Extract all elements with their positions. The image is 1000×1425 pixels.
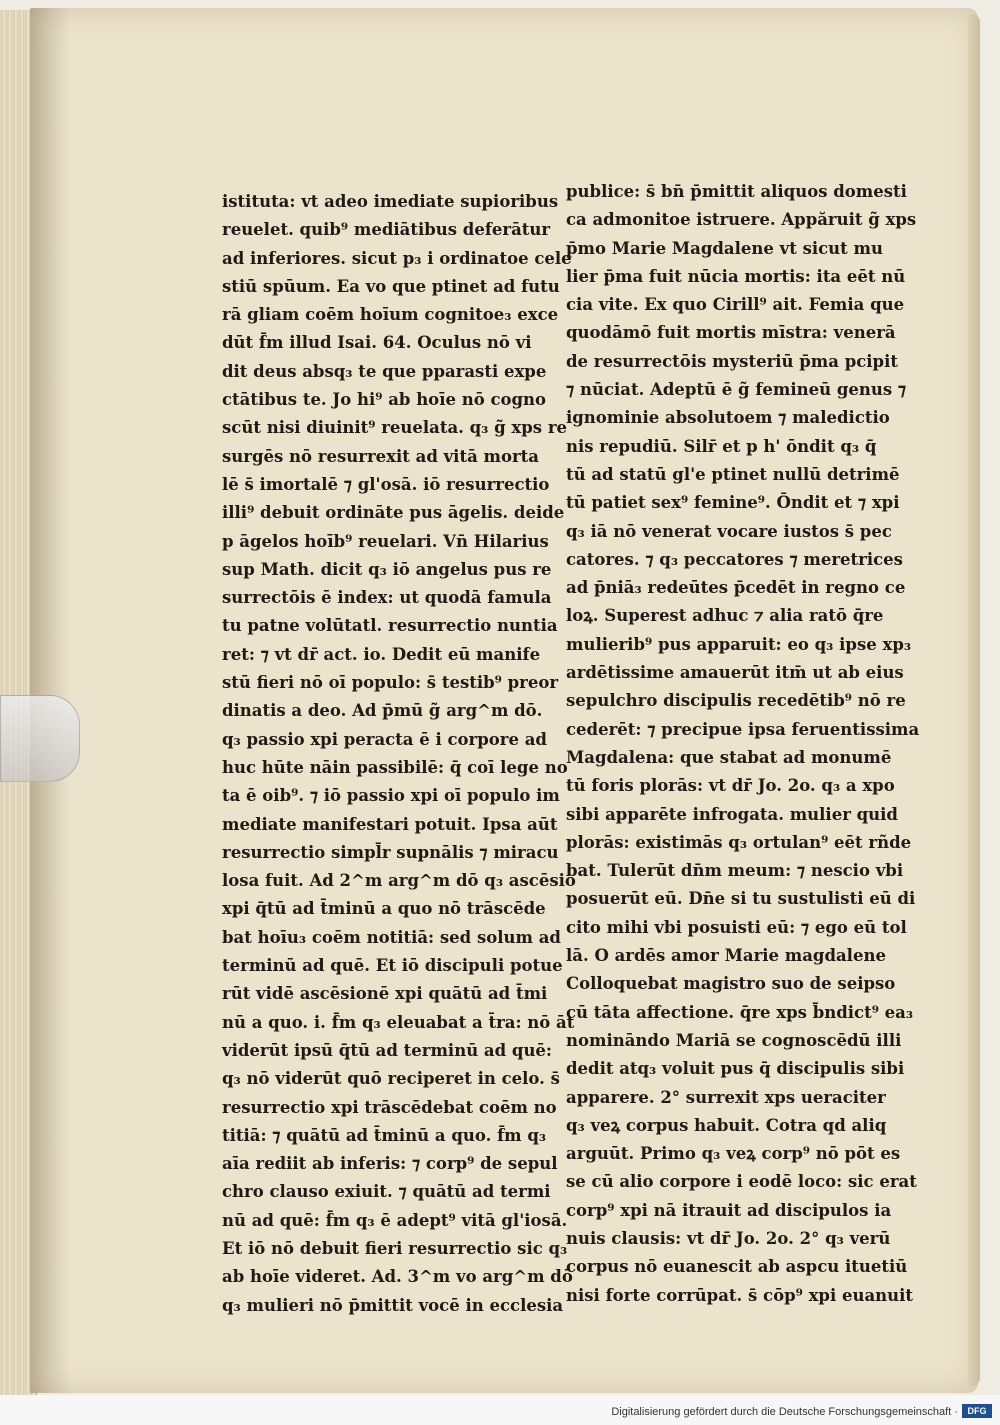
- text-line: plorās: existimās q₃ ortulan⁹ eēt rñde: [566, 832, 912, 852]
- text-line: Magdalena: que stabat ad monumē: [566, 747, 892, 767]
- text-line: nū ad quē: f̄m q₃ ē adept⁹ vitā gl'iosā.: [222, 1210, 568, 1230]
- text-line: tū ad statū gl'e ptinet nullū detrimē: [566, 464, 900, 484]
- text-line: lā. O ardēs amor Marie magdalene: [566, 946, 886, 966]
- text-line: aīa rediit ab inferis: ⁊ corp⁹ de sepul: [222, 1154, 558, 1174]
- text-line: corp⁹ xpi nā itrauit ad discipulos ia: [566, 1200, 892, 1220]
- text-line: losa fuit. Ad 2^m arg^m dō q₃ ascēsio: [222, 871, 576, 891]
- text-line: stiū spūum. Ea vo que ptinet ad futu: [222, 276, 560, 296]
- text-line: ad p̄niā₃ redeūtes p̄cedēt in regno ce: [566, 578, 906, 598]
- text-line: dūt f̄m illud Isai. 64. Oculus nō vi: [222, 333, 532, 353]
- text-line: q₃ veꝝ corpus habuit. Cotra qd aliq: [566, 1115, 887, 1135]
- text-line: posuerūt eū. Dn̄e si tu sustulisti eū di: [566, 889, 916, 909]
- text-line: corpus nō euanescit ab aspcu ituetiū: [566, 1257, 908, 1277]
- text-line: dit deus absq₃ te que pparasti expe: [222, 361, 547, 381]
- text-line: de resurrectōis mysteriū p̄ma pcipit: [566, 351, 898, 371]
- text-line: viderūt ipsū q̄tū ad terminū ad quē:: [222, 1040, 553, 1060]
- text-line: reuelet. quib⁹ mediātibus deferātur: [222, 220, 551, 240]
- text-line: quodāmō fuit mortis mīstra: venerā: [566, 323, 896, 343]
- text-line: rā gliam coēm hoīum cognitoe₃ exce: [222, 305, 559, 325]
- text-line: q₃ passio xpi peracta ē i corpore ad: [222, 729, 547, 749]
- text-line: nū a quo. i. f̄m q₃ eleuabat a t̄ra: nō āt: [222, 1012, 575, 1032]
- text-line: resurrectio xpi trāscēdebat coēm no: [222, 1097, 557, 1117]
- text-line: mulierib⁹ pus apparuit: eo q₃ ipse xp₃: [566, 634, 912, 654]
- text-line: se cū alio corpore i eodē loco: sic erat: [566, 1172, 917, 1192]
- digitization-credit: Digitalisierung gefördert durch die Deutsche Forschungsgemeinschaft ·: [611, 1406, 958, 1418]
- text-line: nuis clausis: vt dr̄ Jo. 2o. 2° q₃ verū: [566, 1228, 891, 1248]
- text-column-left: [222, 188, 576, 1320]
- text-line: lē s̄ imortalē ⁊ gl'osā. iō resurrectio: [222, 474, 550, 494]
- text-line: p āgelos hoīb⁹ reuelari. Vn̄ Hilarius: [222, 531, 549, 551]
- text-line: resurrectio simpl̄r supnālis ⁊ miracu: [222, 842, 559, 862]
- text-line: xpi q̄tū ad t̄minū a quo nō trāscēde: [222, 899, 546, 919]
- text-line: tū patiet sex⁹ femine⁹. Ōndit et ⁊ xpi: [566, 493, 900, 513]
- text-line: titiā: ⁊ quātū ad t̄minū a quo. f̄m q₃: [222, 1125, 547, 1145]
- text-line: ardētissime amauerūt itm̄ ut ab eius: [566, 663, 904, 683]
- text-line: dedit atq₃ voluit pus q̄ discipulis sibi: [566, 1059, 905, 1079]
- text-line: nisi forte corrūpat. s̄ cōp⁹ xpi euanuit: [566, 1285, 914, 1305]
- text-line: tū foris plorās: vt dr̄ Jo. 2o. q₃ a xpo: [566, 776, 895, 796]
- text-line: ca admonitoe istruere. Appăruit g̃ xps: [566, 210, 917, 230]
- text-line: loꝝ. Superest adhuc ⁊ alia ratō q̄re: [566, 606, 884, 626]
- text-line: illi⁹ debuit ordināte pus āgelis. deide: [222, 503, 565, 523]
- text-line: nis repudiū. Silr̄ et p h' ōndit q₃ q̄: [566, 436, 877, 456]
- text-line: apparere. 2° surrexit xps ueraciter: [566, 1087, 886, 1107]
- text-line: nomināndo Mariā se cognoscēdū illi: [566, 1030, 902, 1050]
- text-line: istituta: vt adeo imediate supioribus: [222, 192, 559, 211]
- text-line: q₃ nō viderūt quō reciperet in celo. s̄: [222, 1069, 560, 1089]
- text-line: terminū ad quē. Et iō discipuli potue: [222, 956, 563, 976]
- text-line: Colloquebat magistro suo de seipso: [566, 974, 896, 994]
- text-line: catores. ⁊ q₃ peccatores ⁊ meretrices: [566, 549, 903, 569]
- text-column-right: [566, 178, 919, 1310]
- text-line: ta ē oib⁹. ⁊ iō passio xpi oī populo im: [222, 786, 560, 806]
- page-right-edge: [968, 14, 980, 1386]
- text-line: lier p̄ma fuit nūcia mortis: ita eēt nū: [566, 266, 906, 286]
- text-line: q₃ iā nō venerat vocare iustos s̄ pec: [566, 521, 892, 541]
- text-line: rūt vidē ascēsionē xpi quātū ad t̄mi: [222, 984, 548, 1004]
- text-line: surrectōis ē index: ut quodā famula: [222, 588, 552, 608]
- text-line: ret: ⁊ vt dr̄ act. io. Dedit eū manife: [222, 644, 541, 664]
- text-line: ctātibus te. Jo hi⁹ ab hoīe nō cogno: [222, 390, 547, 410]
- text-line: arguūt. Primo q₃ veꝝ corp⁹ nō pōt es: [566, 1144, 901, 1164]
- text-line: q₃ mulieri nō p̄mittit vocē in ecclesia: [222, 1295, 564, 1315]
- text-line: ignominie absolutoem ⁊ maledictio: [566, 408, 890, 428]
- text-line: publice: s̄ bn̄ p̄mittit aliquos domesti: [566, 182, 907, 201]
- text-line: cederēt: ⁊ precipue ipsa feruentissima: [566, 719, 920, 739]
- text-line: sup Math. dicit q₃ iō angelus pus re: [222, 559, 552, 579]
- text-line: cū tāta affectione. q̄re xps b̄ndict⁹ ea₃: [566, 1002, 914, 1022]
- page-clip: [0, 695, 80, 782]
- text-line: ab hoīe videret. Ad. 3^m vo arg^m dō: [222, 1267, 573, 1287]
- text-line: p̄mo Marie Magdalene vt sicut mu: [566, 238, 884, 258]
- text-line: tu patne volūtatl. resurrectio nuntia: [222, 616, 558, 636]
- text-line: sibi apparēte infrogata. mulier quid: [566, 804, 898, 824]
- text-line: cito mihi vbi posuisti eū: ⁊ ego eū tol: [566, 917, 907, 937]
- text-line: stū fieri nō oī populo: s̄ testib⁹ preor: [222, 673, 559, 693]
- text-line: bat hoīu₃ coēm notitiā: sed solum ad: [222, 927, 561, 947]
- text-line: chro clauso exiuit. ⁊ quātū ad termi: [222, 1182, 551, 1202]
- text-line: bat. Tulerūt dn̄m meum: ⁊ nescio vbi: [566, 861, 904, 881]
- text-line: ⁊ nūciat. Adeptū ē g̃ femineū genus ⁊: [566, 380, 907, 400]
- text-line: huc hūte nāin passibilē: q̄ coī lege no: [222, 757, 568, 777]
- text-line: surgēs nō resurrexit ad vitā morta: [222, 446, 539, 466]
- text-line: Et iō nō debuit fieri resurrectio sic q₃: [222, 1238, 568, 1258]
- text-line: ad inferiores. sicut p₃ i ordinatoe cele: [222, 248, 572, 268]
- text-line: scūt nisi diuinit⁹ reuelata. q₃ g̃ xps re: [222, 418, 568, 438]
- text-line: mediate manifestari potuit. Ipsa aūt: [222, 814, 558, 834]
- text-line: sepulchro discipulis recedētib⁹ nō re: [566, 691, 906, 711]
- dfg-logo: DFG: [962, 1404, 992, 1418]
- text-line: dinatis a deo. Ad p̄mū g̃ arg^m dō.: [222, 701, 543, 721]
- text-line: cia vite. Ex quo Cirill⁹ ait. Femia que: [566, 295, 905, 315]
